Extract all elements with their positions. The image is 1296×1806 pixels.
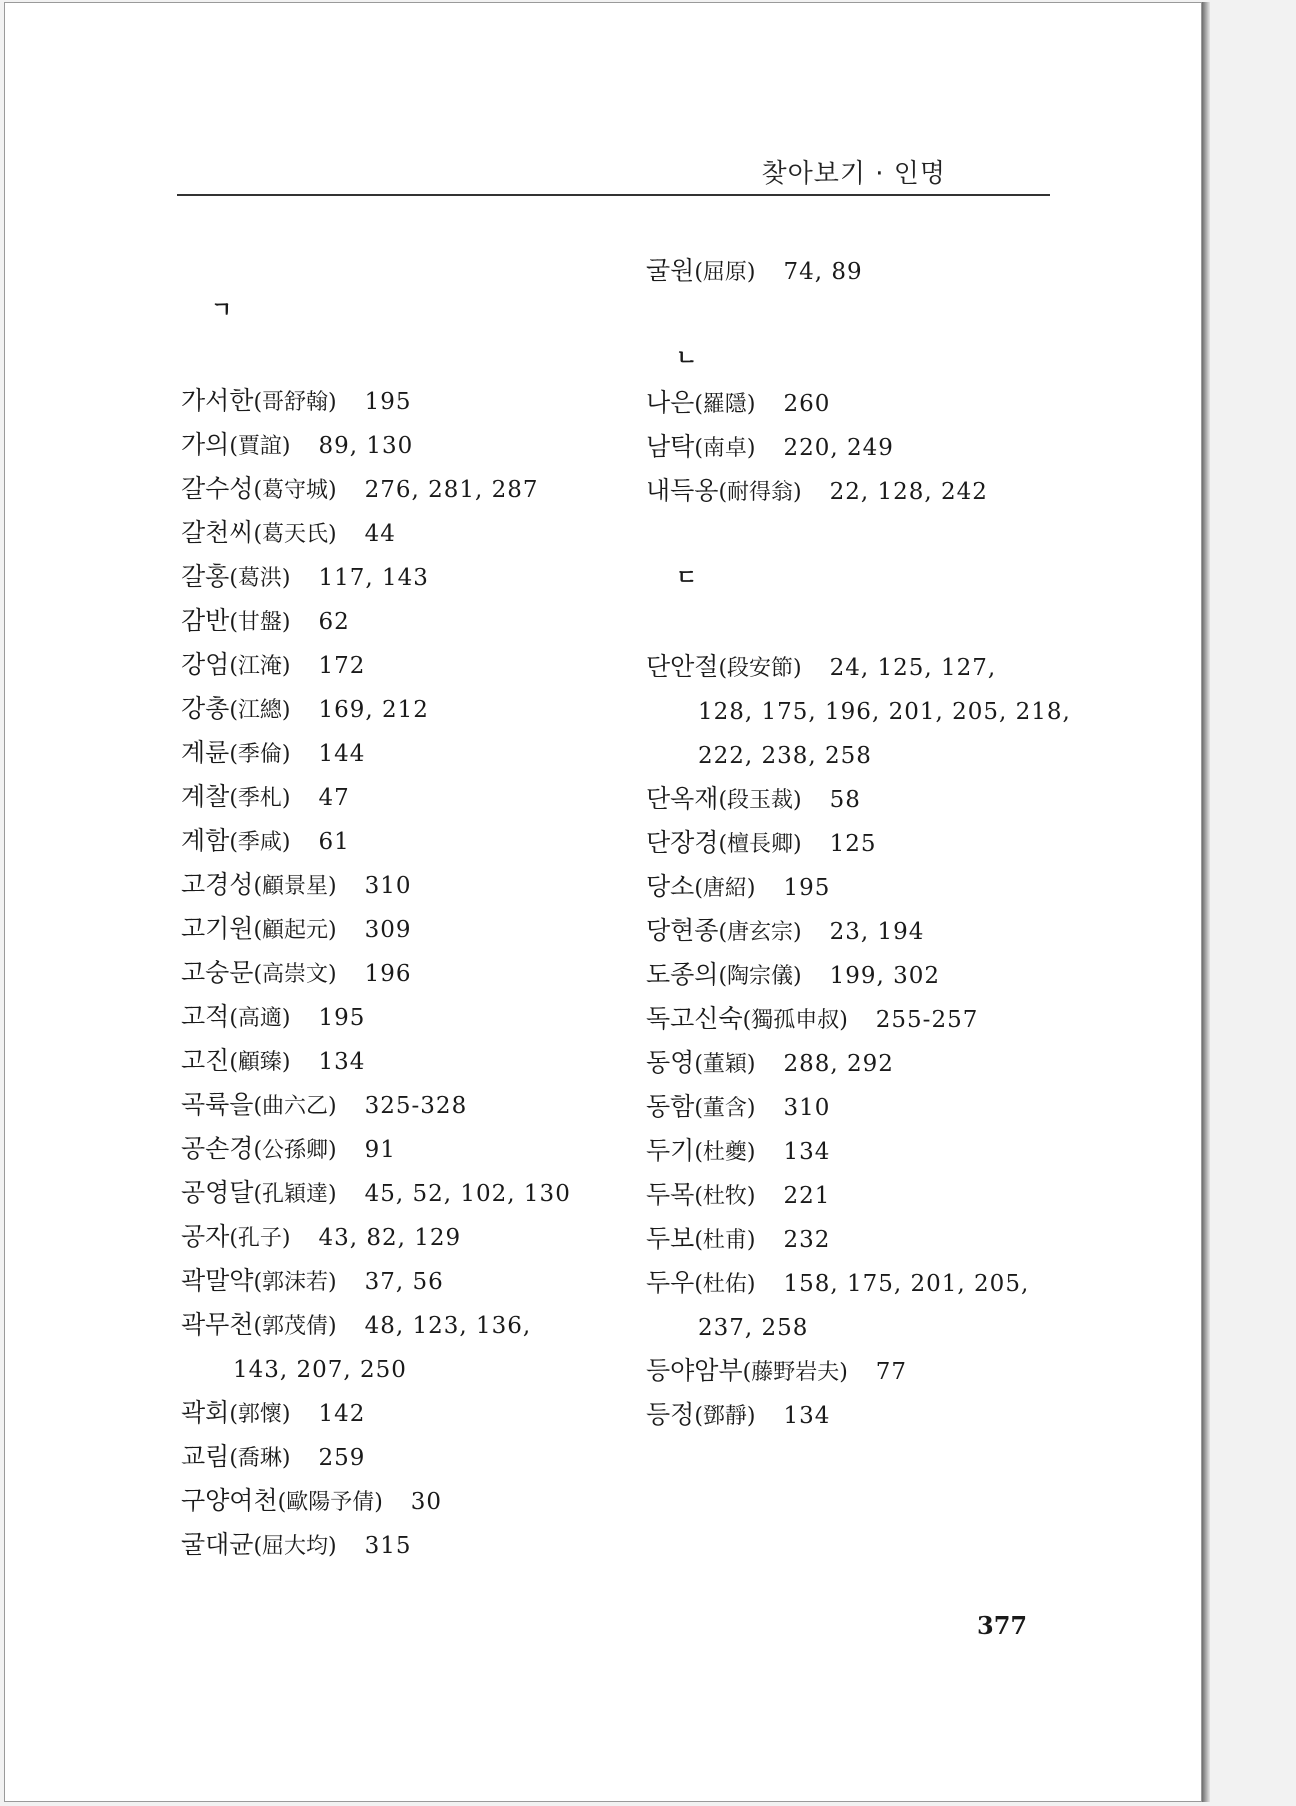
spacer — [646, 601, 1071, 645]
entry-pages: 45, 52, 102, 130 — [364, 1181, 571, 1207]
index-entry-continuation — [646, 1305, 1071, 1349]
entry-hanja: (屈原) — [694, 260, 756, 285]
entry-hanja: (杜佑) — [694, 1272, 756, 1297]
entry-hanja: (高崇文) — [253, 962, 337, 987]
entry-name: 감반 — [181, 606, 230, 635]
entry-hanja: (檀長卿) — [718, 832, 802, 857]
index-entry — [646, 1349, 1071, 1393]
index-entry — [646, 1393, 1071, 1437]
index-entry — [181, 1391, 571, 1435]
index-entry — [181, 511, 571, 555]
entry-pages: 89, 130 — [318, 433, 414, 459]
index-entry — [181, 907, 571, 951]
entry-name: 고숭문 — [181, 958, 254, 987]
entry-name: 곽무천 — [181, 1310, 254, 1339]
entry-hanja: (哥舒翰) — [253, 390, 337, 415]
entry-pages: 232 — [783, 1227, 831, 1253]
index-entry — [646, 909, 1071, 953]
entry-name: 당현종 — [646, 916, 719, 945]
entry-name: 동함 — [646, 1092, 695, 1121]
entry-hanja: (孔穎達) — [253, 1182, 337, 1207]
entry-pages: 143, 207, 250 — [233, 1357, 407, 1383]
entry-pages: 196 — [364, 961, 412, 987]
entry-hanja: (季咸) — [229, 830, 291, 855]
index-entry — [646, 1129, 1071, 1173]
entry-name: 독고신숙 — [646, 1004, 743, 1033]
section-letter-nieun: ㄴ — [676, 346, 698, 371]
index-entry — [181, 1303, 571, 1347]
entry-pages: 310 — [783, 1095, 831, 1121]
index-entry-continuation — [181, 1347, 571, 1391]
entry-pages: 255-257 — [875, 1007, 979, 1033]
entry-pages: 22, 128, 242 — [829, 479, 988, 505]
index-entry — [646, 1041, 1071, 1085]
entry-name: 등야암부 — [646, 1356, 743, 1385]
spacer — [646, 293, 1071, 337]
entry-pages: 195 — [783, 875, 831, 901]
entry-pages: 61 — [318, 829, 350, 855]
page-edge — [1202, 2, 1210, 1802]
entry-hanja: (鄧靜) — [694, 1404, 756, 1429]
entry-pages: 48, 123, 136, — [364, 1313, 532, 1339]
entry-hanja: (江淹) — [229, 654, 291, 679]
entry-hanja: (喬琳) — [229, 1446, 291, 1471]
entry-hanja: (顧景星) — [253, 874, 337, 899]
entry-hanja: (獨孤申叔) — [742, 1008, 848, 1033]
index-entry — [181, 1215, 571, 1259]
entry-pages: 310 — [364, 873, 412, 899]
nieun-entries — [646, 381, 1071, 513]
entry-pages: 44 — [364, 521, 396, 547]
index-entry — [181, 1083, 571, 1127]
entry-hanja: (高適) — [229, 1006, 291, 1031]
entry-pages: 221 — [783, 1183, 831, 1209]
index-column-right — [646, 249, 1071, 1437]
entry-hanja: (郭沫若) — [253, 1270, 337, 1295]
running-head: 찾아보기 · 인명 — [761, 159, 946, 189]
entry-name: 공자 — [181, 1222, 230, 1251]
index-entry-continuation — [646, 689, 1071, 733]
index-entry — [646, 381, 1071, 425]
index-entry — [181, 1523, 571, 1567]
entry-hanja: (陶宗儀) — [718, 964, 802, 989]
index-entry — [181, 1435, 571, 1479]
entry-pages: 276, 281, 287 — [364, 477, 539, 503]
entry-hanja: (季倫) — [229, 742, 291, 767]
entry-pages: 315 — [364, 1533, 412, 1559]
entry-hanja: (孔子) — [229, 1226, 291, 1251]
index-entry — [646, 1085, 1071, 1129]
entry-pages: 195 — [364, 389, 412, 415]
entry-name: 가서한 — [181, 386, 254, 415]
section-letter-digeut: ㄷ — [676, 566, 698, 591]
entry-name: 갈수성 — [181, 474, 254, 503]
digeut-entries — [646, 645, 1071, 1437]
entry-name: 굴원 — [646, 256, 695, 285]
book-page — [4, 2, 1202, 1802]
entry-hanja: (杜甫) — [694, 1228, 756, 1253]
entry-pages: 259 — [318, 1445, 366, 1471]
entry-name: 두보 — [646, 1224, 695, 1253]
entry-pages: 260 — [783, 391, 831, 417]
entry-hanja: (葛洪) — [229, 566, 291, 591]
index-entry — [181, 423, 571, 467]
entry-name: 등정 — [646, 1400, 695, 1429]
index-entry — [181, 775, 571, 819]
entry-hanja: (段安節) — [718, 656, 802, 681]
header-rule — [177, 194, 1050, 196]
entry-pages: 134 — [318, 1049, 366, 1075]
entry-name: 갈천씨 — [181, 518, 254, 547]
entry-hanja: (南卓) — [694, 436, 756, 461]
spacer — [646, 513, 1071, 557]
entry-name: 계륜 — [181, 738, 230, 767]
entry-pages: 47 — [318, 785, 350, 811]
index-entry — [646, 1261, 1071, 1305]
entry-pages: 325-328 — [364, 1093, 468, 1119]
index-entry — [181, 1259, 571, 1303]
entry-pages: 74, 89 — [783, 259, 863, 285]
entry-hanja: (葛守城) — [253, 478, 337, 503]
index-entry — [646, 249, 1071, 293]
entry-pages: 62 — [318, 609, 350, 635]
entry-name: 남탁 — [646, 432, 695, 461]
index-entry — [646, 1217, 1071, 1261]
index-entry — [181, 599, 571, 643]
entry-pages: 288, 292 — [783, 1051, 894, 1077]
entry-hanja: (顧臻) — [229, 1050, 291, 1075]
entry-name: 당소 — [646, 872, 695, 901]
entry-pages: 237, 258 — [698, 1315, 809, 1341]
entry-name: 가의 — [181, 430, 230, 459]
entry-name: 곽말약 — [181, 1266, 254, 1295]
entry-name: 고기원 — [181, 914, 254, 943]
entry-name: 굴대균 — [181, 1530, 254, 1559]
entry-hanja: (季札) — [229, 786, 291, 811]
index-entry-continuation — [646, 733, 1071, 777]
entry-pages: 169, 212 — [318, 697, 429, 723]
index-entry — [181, 731, 571, 775]
entry-hanja: (歐陽予倩) — [277, 1490, 383, 1515]
index-entry — [181, 863, 571, 907]
index-entry — [181, 467, 571, 511]
entry-hanja: (屈大均) — [253, 1534, 337, 1559]
entry-name: 강총 — [181, 694, 230, 723]
entry-name: 교림 — [181, 1442, 230, 1471]
index-entry — [181, 687, 571, 731]
entry-pages: 144 — [318, 741, 366, 767]
entry-name: 계함 — [181, 826, 230, 855]
entry-pages: 172 — [318, 653, 366, 679]
entry-pages: 222, 238, 258 — [698, 743, 872, 769]
entry-pages: 158, 175, 201, 205, — [783, 1271, 1030, 1297]
index-entry — [181, 555, 571, 599]
entry-name: 고경성 — [181, 870, 254, 899]
entry-name: 고적 — [181, 1002, 230, 1031]
entry-hanja: (葛天氏) — [253, 522, 337, 547]
entry-pages: 77 — [875, 1359, 908, 1385]
entry-hanja: (甘盤) — [229, 610, 291, 635]
entry-pages: 23, 194 — [829, 919, 925, 945]
index-column-left — [181, 379, 571, 1567]
entry-pages: 117, 143 — [318, 565, 429, 591]
index-entry — [181, 1039, 571, 1083]
entry-hanja: (杜夔) — [694, 1140, 756, 1165]
index-entry — [646, 469, 1071, 513]
entry-pages: 128, 175, 196, 201, 205, 218, — [698, 699, 1071, 725]
index-entry — [646, 997, 1071, 1041]
index-entry — [181, 951, 571, 995]
entry-name: 내득옹 — [646, 476, 719, 505]
entry-hanja: (賈誼) — [229, 434, 291, 459]
index-entry — [181, 1127, 571, 1171]
entry-hanja: (郭懷) — [229, 1402, 291, 1427]
entry-name: 구양여천 — [181, 1486, 278, 1515]
entry-name: 갈홍 — [181, 562, 230, 591]
entry-pages: 24, 125, 127, — [829, 655, 997, 681]
entry-name: 계찰 — [181, 782, 230, 811]
section-letter-giyeok: ㄱ — [211, 298, 233, 323]
entry-hanja: (曲六乙) — [253, 1094, 337, 1119]
index-entry — [646, 645, 1071, 689]
entry-name: 공영달 — [181, 1178, 254, 1207]
entry-name: 단옥재 — [646, 784, 719, 813]
index-entry — [181, 819, 571, 863]
entry-pages: 91 — [364, 1137, 396, 1163]
entry-pages: 30 — [410, 1489, 443, 1515]
entry-name: 두목 — [646, 1180, 695, 1209]
page-number: 377 — [977, 1611, 1028, 1640]
entry-name: 강엄 — [181, 650, 230, 679]
entry-name: 공손경 — [181, 1134, 254, 1163]
index-entry — [646, 821, 1071, 865]
entry-pages: 58 — [829, 787, 861, 813]
entry-hanja: (郭茂倩) — [253, 1314, 337, 1339]
index-entry — [181, 995, 571, 1039]
index-entry — [646, 425, 1071, 469]
entry-hanja: (耐得翁) — [718, 480, 802, 505]
index-entry — [181, 379, 571, 423]
index-entry — [181, 1171, 571, 1215]
index-entry — [646, 777, 1071, 821]
index-entry — [646, 1173, 1071, 1217]
entry-hanja: (唐紹) — [694, 876, 756, 901]
entry-pages: 309 — [364, 917, 412, 943]
index-entry — [181, 1479, 571, 1523]
entry-pages: 43, 82, 129 — [318, 1225, 462, 1251]
index-entry — [646, 865, 1071, 909]
entry-pages: 134 — [783, 1139, 831, 1165]
entry-hanja: (羅隱) — [694, 392, 756, 417]
entry-pages: 125 — [829, 831, 877, 857]
entry-hanja: (藤野岩夫) — [742, 1360, 848, 1385]
entry-hanja: (杜牧) — [694, 1184, 756, 1209]
entry-name: 동영 — [646, 1048, 695, 1077]
entry-pages: 199, 302 — [829, 963, 941, 989]
entry-name: 단안절 — [646, 652, 719, 681]
entry-pages: 37, 56 — [364, 1269, 444, 1295]
entry-hanja: (董含) — [694, 1096, 756, 1121]
entry-pages: 134 — [783, 1403, 831, 1429]
entry-name: 나은 — [646, 388, 695, 417]
entry-name: 곽회 — [181, 1398, 230, 1427]
entry-pages: 220, 249 — [783, 435, 894, 461]
entry-name: 곡륙을 — [181, 1090, 254, 1119]
entry-hanja: (唐玄宗) — [718, 920, 802, 945]
entry-hanja: (江總) — [229, 698, 291, 723]
entry-name: 단장경 — [646, 828, 719, 857]
entry-hanja: (顧起元) — [253, 918, 337, 943]
entry-hanja: (董穎) — [694, 1052, 756, 1077]
entry-name: 고진 — [181, 1046, 230, 1075]
entry-hanja: (段玉裁) — [718, 788, 802, 813]
entry-name: 도종의 — [646, 960, 719, 989]
entry-name: 두기 — [646, 1136, 695, 1165]
index-entry — [646, 953, 1071, 997]
entry-name: 두우 — [646, 1268, 695, 1297]
entry-pages: 195 — [318, 1005, 366, 1031]
entry-pages: 142 — [318, 1401, 366, 1427]
entry-hanja: (公孫卿) — [253, 1138, 337, 1163]
index-entry — [181, 643, 571, 687]
